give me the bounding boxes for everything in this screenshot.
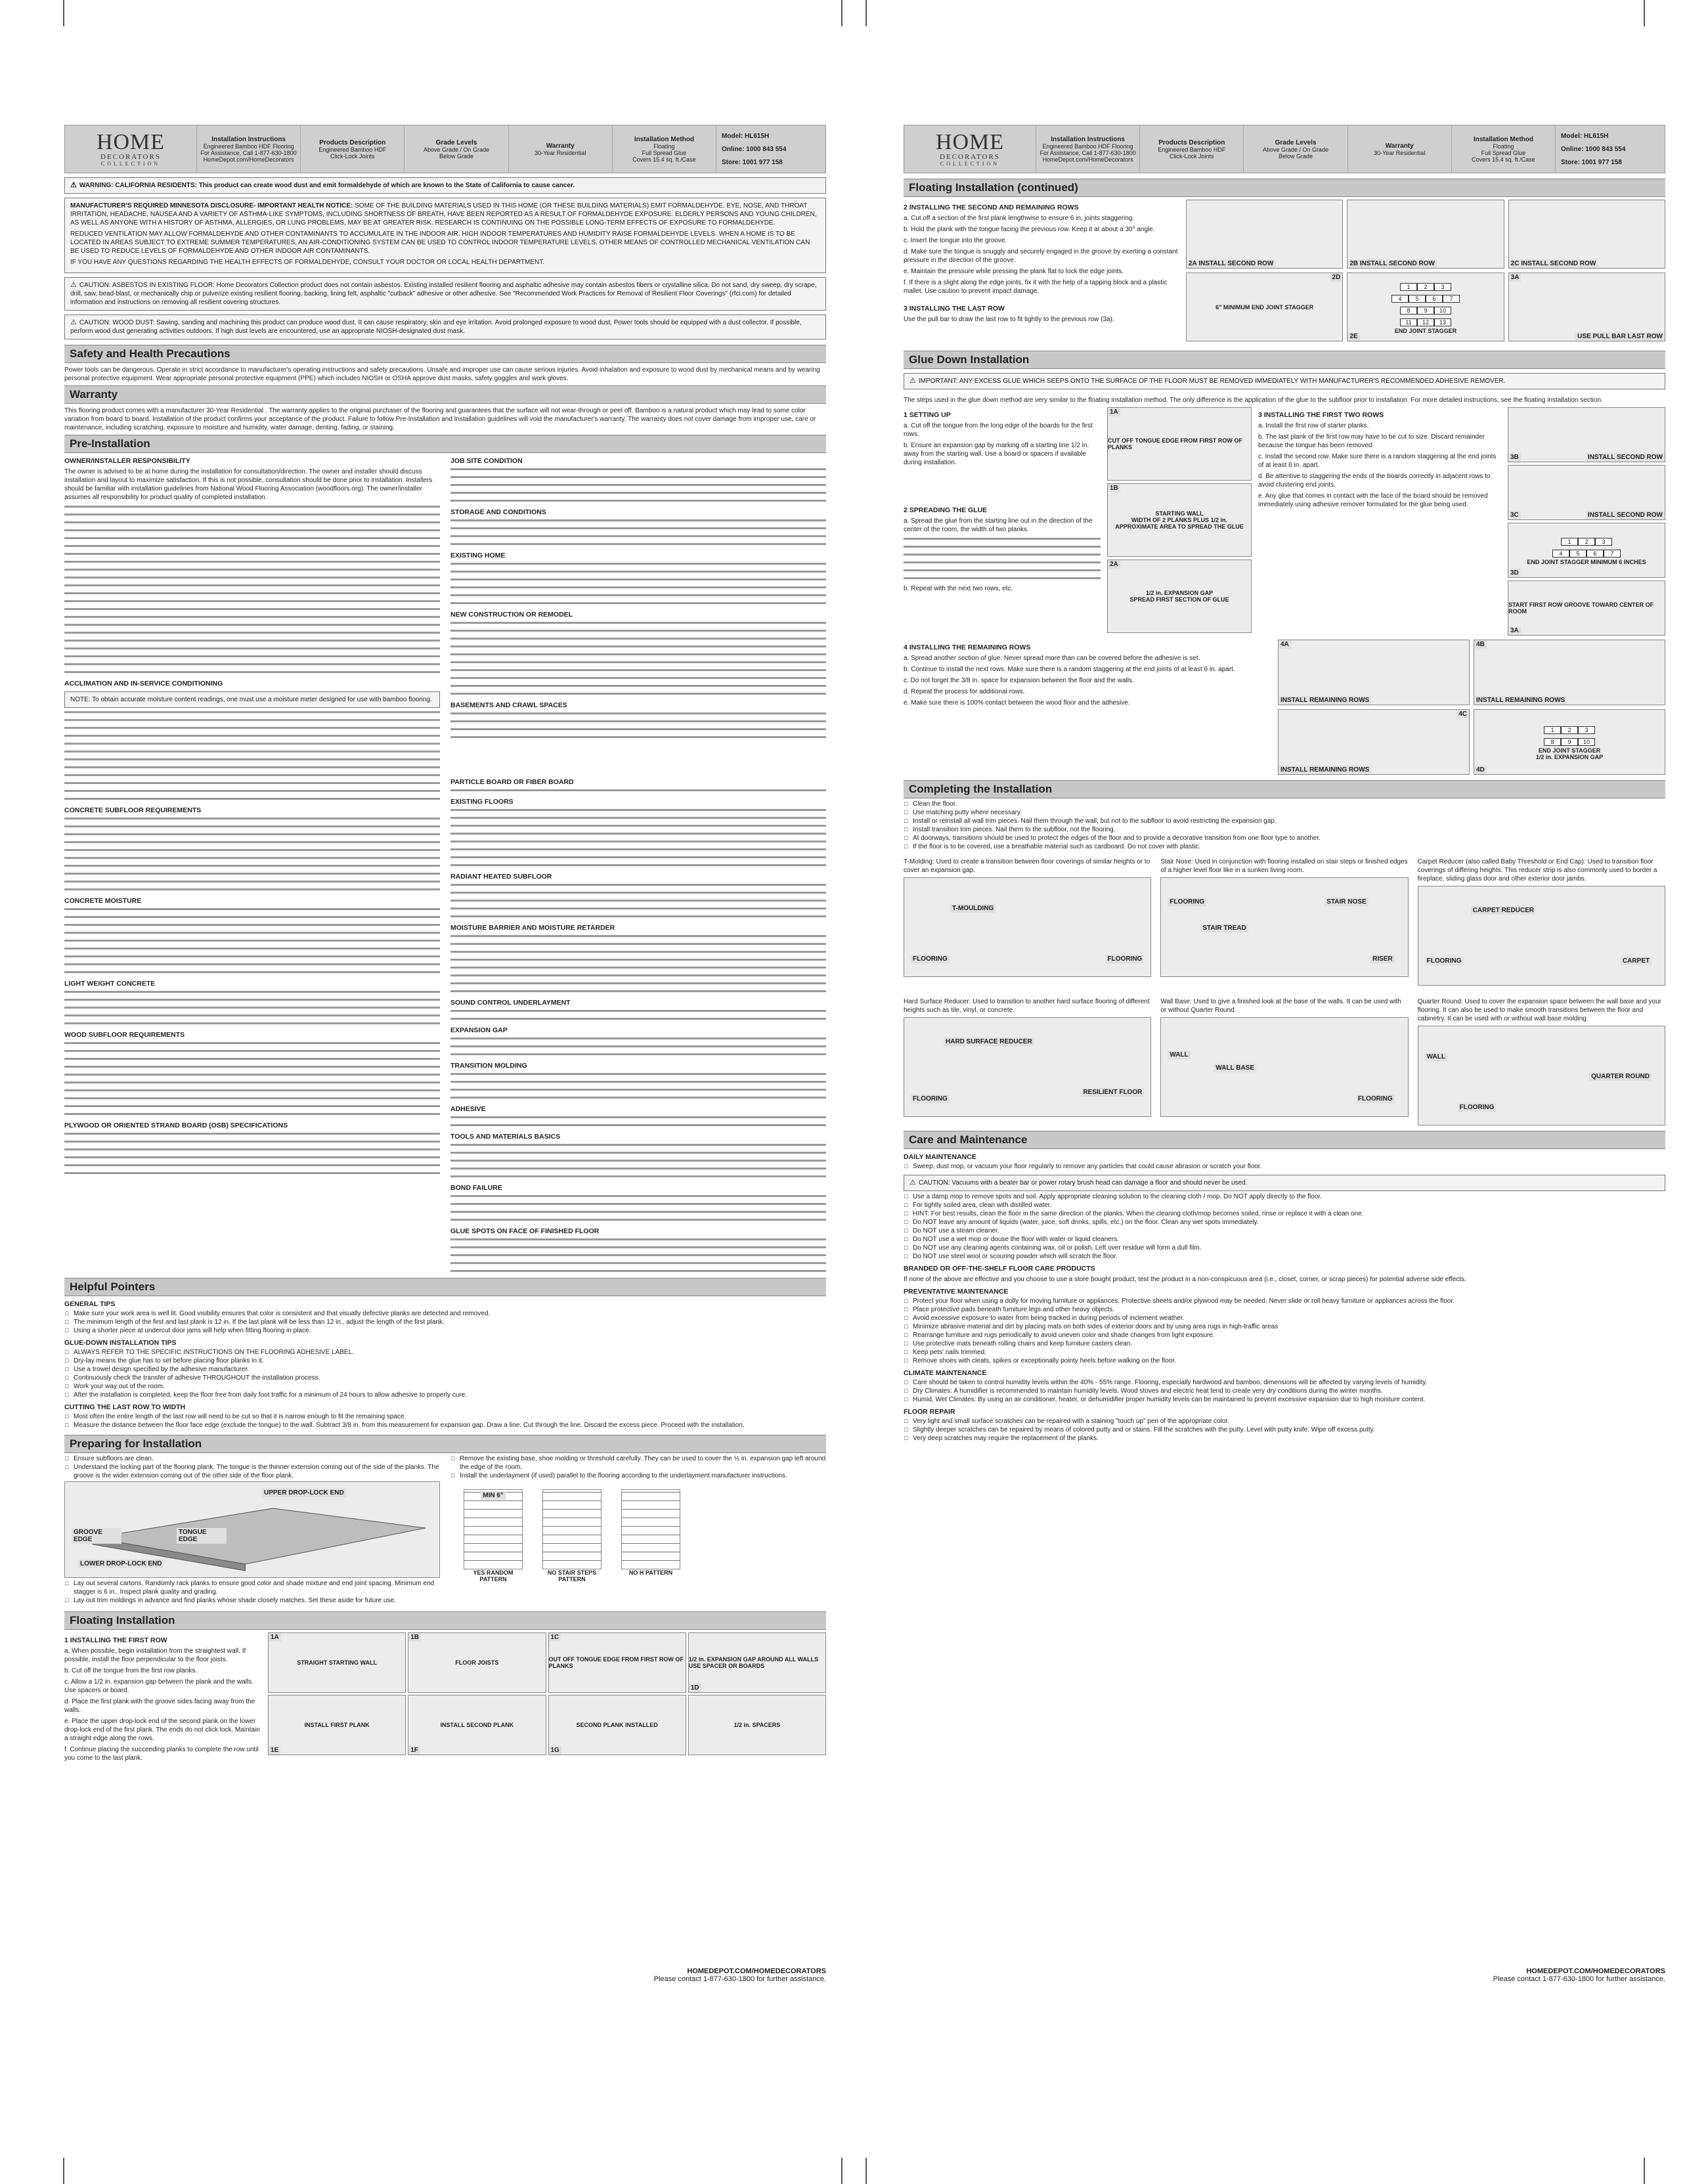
crop-mark [865, 2158, 867, 2184]
crop-mark [63, 2158, 64, 2184]
crop-mark [1644, 2158, 1645, 2184]
figure-1a: 1A STRAIGHT STARTING WALL [268, 1632, 406, 1693]
crop-mark [841, 2158, 843, 2184]
california-warning: ⚠ WARNING: CALIFORNIA RESIDENTS: This product can create wood dust and emit formaldehyde of which are known to the State of California to cause cancer. [64, 177, 826, 194]
header-description: Products Description Engineered Bamboo HDF Click-Lock Joints [300, 125, 404, 173]
section-title: Pre-Installation [64, 435, 826, 453]
carpet-reducer-diagram: CARPET REDUCER FLOORING CARPET [1418, 886, 1665, 986]
section-title: Care and Maintenance [904, 1131, 1665, 1149]
section-title: Preparing for Installation [64, 1435, 826, 1453]
vacuum-caution: ⚠ CAUTION: Vacuums with a beater bar or power rotary brush head can damage a floor and should never be used. [904, 1175, 1665, 1191]
left-page: HOME DECORATORS COLLECTION Installation Instructions Engineered Bamboo HDF Flooring For Assistance, Call 1-877-630-1800 HomeDepot.com/HomeDecorators Products Description Engineered Bamboo HDF Click-Lock Joints Grade Levels Above Grade / On Grade Below Grade Warranty 30-Year Residential Installation Method Floating Full Spread Glue Covers 15.4 sq. ft./Case Model: HL615H Online: 1000 843 554 Store: 1001 977 158 ⚠ WARNING: CALIFORNIA RESIDENTS: This product can create wood dust and emit formaldehyde of which are known to the State of California to cause cancer. MANUFACTURER'S REQUIRED MINNESOTA DISCLOSURE- IMPORTANT HEALTH NOTICE: SOME OF THE BUILDING MATERIALS USED IN THIS HOME (OR THESE BUILDING MATERIALS) EMIT FORMALDEHYDE. EYE, NOSE, AND THROAT IRRITATION, HEADACHE, NAUSEA AND A VARIETY OF ASTHMA-LIKE SYMPTOMS, INCLUDING SHORTNESS OF BREATH, HAVE BEEN REPORTED AS A RESULT OF FORMALDEHYDE EXPOSURE. ELDERLY PERSONS AND YOUNG CHILDREN, AS WELL AS ANYONE WITH A HISTORY OF ASTHMA, ALLERGIES, OR LUNG PROBLEMS, MAY BE AT GREATER RISK. RESEARCH IS CONTINUING ON THE POSSIBLE LONG-TERM EFFECTS OF EXPOSURE TO FORMALDEHYDE. REDUCED VENTILATION MAY ALLOW FORMALDEHYDE AND OTHER CONTAMINANTS TO ACCUMULATE IN THE INDOOR AIR. HIGH INDOOR TEMPERATURES AND HUMIDITY RAISE FORMALDEHYDE LEVELS. WHEN A HOME IS TO BE LOCATED IN AREAS SUBJECT TO EXTREME SUMMER TEMPERATURES, AN AIR-CONDITIONING SYSTEM CAN BE USED TO CONTROL INDOOR TEMPERATURE LEVELS. OTHER MEANS OF CONTROLLED MECHANICAL VENTILATION CAN BE USED TO REDUCE LEVELS OF FORMALDEHYDE AND OTHER INDOOR AIR CONTAMINANTS. IF YOU HAVE ANY QUESTIONS REGARDING THE HEALTH EFFECTS OF FORMALDEHYDE, CONSULT YOUR DOCTOR OR LOCAL HEALTH DEPARTMENT. ⚠ CAUTION: ASBESTOS IN EXISTING FLOOR: Home Decorators Collection product does not contain asbestos. Existing installed resilient flooring and asphaltic adhesive may contain asbestos fibers or crystalline silica. Do not sand, dry sweep, dry scrape, drill, saw, bead-blast, or mechanically chip or pulverize existing resilient flooring, backing, lining felt, asphaltic "cutback" adhesive or other adhesive. See "Recommended Work Practices for Removal of Resilient Floor Coverings" (rfci.com) for detailed information and instructions on removing all resilient covering structures. ⚠ CAUTION: WOOD DUST: Sawing, sanding and machining this product can produce wood dust. It can cause respiratory, skin and eye irritation. Avoid prolonged exposure to wood dust. Power tools should be equipped with a dust collector. If possible, perform wood dust generating activities outdoors. If high dust levels are encountered, use an appropriate NIOSH-designated dust mask. Safety and Health Precautions Power tools can be dangerous. Operate in strict accordance to manufacturer's operating instructions and safety precautions. Unsafe and improper use can cause serious injuries. Avoid inhalation and exposure to wood dust by mechanical means and by wearing personal protective equipment. Wear appropriate personal protective equipment (PPE) which includes NIOSH or OSHA approve dust masks, safety goggles and work gloves. Warranty This flooring product comes with a manufacturer 30-Year Residential . The warranty applies to the original purchaser of the flooring and guarantees that the surface will not wear-through or peel off. Bamboo is a natural product which may lead to some color variation from board to board. Installation of the product confirms your acceptance of the product. Failure to follow Pre-Installation and Installation guidelines will void the manufacturer's warranty. The warranty does not cover damage from improper use, care or maintenance, including scratching, exposure to moisture and humidity, water damage, denting, fading, or staining. Pre-Installation OWNER/INSTALLER RESPONSIBILITY The owner is advised to be at home during the installation for consultation/direction. The owner and installer should discuss installation and layout to maximize satisfaction. If this is not possible, consultation should be done prior to installation. Installers should be familiar with installation guidelines from National Wood Flooring Association (woodfloors.org). The owner/installer assumes all responsibility for product quality of completed installation. ACCLIMATION AND IN-SERVICE CONDITIONING NOTE: To obtain accurate moisture content readings, one must use a moisture meter designed for use with bamboo flooring. CONCRETE SUBFLOOR REQUIREMENTS CONCRETE MOISTURE LIGHT WEIGHT CONCRETE WOOD SUBFLOOR REQUIREMENTS PLYWOOD OR ORIENTED STRAND BOARD (OSB) SPECIFICATIONS JOB SITE CONDITION STORAGE AND CONDITIONS EXISTING HOME NEW CONSTRUCTION OR REMODEL BASEMENTS AND CRAWL SPACES PARTICLE BOARD OR FIBER BOARD EXISTING FLOORS RADIANT HEATED SUBFLOOR MOISTURE BARRIER AND MOISTURE RETARDER SOUND CONTROL UNDERLAYMENT EXPANSION GAP TRANSITION MOLDING ADHESIVE TOOLS AND MATERIALS BASICS BOND FAILURE GLUE SPOTS ON FACE OF FINISHED FLOOR Helpful Pointers GENERAL TIPS □ Make sure your work area is well lit. Good visibility ensures that color is consistent and that visually defective planks are detected and removed. □ The minimum length of the first and last plank is 12 in. If the last plank will be less than 12 in., adjust the length of the first plank. □ Using a shorter piece at undercut door jams will help when fitting flooring in place. GLUE-DOWN INSTALLATION TIPS □ ALWAYS REFER TO THE SPECIFIC INSTRUCTIONS ON THE FLOORING ADHESIVE LABEL. □ Dry-lay means the glue has to set before placing floor planks in it. □ Use a trowel design specified by the adhesive manufacturer. □ Continuously check the transfer of adhesive THROUGHOUT the installation process. □ Work your way out of the room. □ After the installation is completed, keep the floor free from daily foot traffic for a minimum of 24 hours to allow adhesive to properly cure. CUTTING THE LAST ROW TO WIDTH □ Most often the entire length of the last row will need to be cut so that it is narrow enough to fit the remaining space. □ Measure the distance between the floor face edge (exclude the tongue) to the wall. Subtract 3/8 in. from this measurement for expansion gap. Draw a line. Cut through the line. Discard the excess piece. Proceed with the installation. Preparing for Installation □ Ensure subfloors are clean. □ Understand the locking part of the flooring plank. The tongue is the thinner extension coming out of the side of the planks. The groove is the wider extension coming out of the other side of the floor plank. UPPER DROP-LOCK END GROOVE EDGE TONGUE EDGE LOWER DROP-LOCK END □ Lay out several cartons. Randomly rack planks to ensure good color and shade mixture and end joint spacing. Minimum end stagger is 6 in.. Inspect plank quality and grading. □ Lay out trim moldings in advance and find planks whose shade closely matches. Set these aside for future use. □ Remove the existing base, shoe molding or threshold carefully. They can be used to cover the ½ in. expansion gap left around the edge of the room. □ Install the underlayment (if used) parallel to the flooring according to the underlayment manufacturer instructions. MIN 6" YES RANDOM PATTERN NO STAIR STEPS PATTERN NO H PATTERN Floating Installation 1 INSTALLING THE FIRST ROW a. When possible, begin installation from the straightest wall. If possible, install the floor perpendicular to the floor joists. b. Cut off the tongue from the first row planks. c. Allow a 1/2 in. expansion gap between the plank and the walls. Use spacers or board. d. Place the first plank with the groove sides facing away from the walls. e. Place the upper drop-lock end of the second plank on the lower drop-lock end of the first plank. The ends do not click lock. Maintain a straight edge along the rows. f. Continue placing the succeeding planks to complete the row until you come to the last plank. 1A STRAIGHT STARTING WALL 1B FLOOR JOISTS 1C OUT OFF TONGUE EDGE FROM FIRST ROW OF PLANKS 1D 1/2 in. EXPANSION GAP AROUND ALL WALLS USE SPACER OR BOARDS 1E INSTALL FIRST PLANK 1F INSTALL SECOND PLANK 1G SECOND PLANK INSTALLED 1/2 in. SPACERS HOMEDEPOT.COM/HOMEDECORATORS Please contact 1-877-630-1800 for further assistance. [64, 125, 826, 1983]
brand-logo: HOME DECORATORS COLLECTION [935, 129, 1005, 167]
header-model: Model: HL615H Online: 1000 843 554 Store: 1001 977 158 [716, 125, 825, 173]
figure-2d: 2D 6" MINIMUM END JOINT STAGGER [1186, 273, 1343, 341]
figure-1e: 1E INSTALL FIRST PLANK [268, 1695, 406, 1755]
caution-icon: ⚠ [70, 318, 77, 326]
warning-icon: ⚠ [70, 181, 77, 189]
repair-list: □ Very light and small surface scratches can be repaired with a staining "touch up" pen of the appropriate color. □ Slightly deeper scratches can be repaired by means of colored putty and or stains. Fill the scratches with the putty. Level with putty knife. Wipe off excess putty. □ Very deep scratches may require the replacement of the planks. [904, 1417, 1665, 1443]
section-title: Floating Installation [64, 1611, 826, 1630]
stair-nose-diagram: FLOORING STAIR NOSE STAIR TREAD RISER [1160, 877, 1408, 977]
figure-2b: 2B INSTALL SECOND ROW [1347, 200, 1504, 269]
plank-edges-diagram: UPPER DROP-LOCK END GROOVE EDGE TONGUE EDGE LOWER DROP-LOCK END [64, 1481, 440, 1578]
header-bar: HOME DECORATORS COLLECTION Installation Instructions Engineered Bamboo HDF Flooring For Assistance, Call 1-877-630-1800 HomeDepot.com/HomeDecorators Products Description Engineered Bamboo HDF Click-Lock Joints Grade Levels Above Grade / On Grade Below Grade Warranty 30-Year Residential Installation Method Floating Full Spread Glue Covers 15.4 sq. ft./Case Model: HL615H Online: 1000 843 554 Store: 1001 977 158 [904, 125, 1665, 173]
pattern-row [450, 1489, 826, 1583]
prep-list: □ Ensure subfloors are clean. □ Understand the locking part of the flooring plank. The tongue is the thinner extension coming out of the side of the planks. The groove is the wider extension coming out of the other side of the floor plank. [64, 1454, 440, 1480]
section-title: Warranty [64, 385, 826, 404]
section-title: Glue Down Installation [904, 351, 1665, 369]
figure-1c: 1C OUT OFF TONGUE EDGE FROM FIRST ROW OF PLANKS [548, 1632, 686, 1693]
crop-mark [63, 0, 64, 26]
general-tips-list: □ Make sure your work area is well lit. Good visibility ensures that color is consistent and that visually defective planks are detected and removed. □ The minimum length of the first and last plank is 12 in. If the last plank will be less than 12 in., adjust the length of the first plank. □ Using a shorter piece at undercut door jams will help when fitting flooring in place. [64, 1309, 826, 1335]
acclimation-note: NOTE: To obtain accurate moisture content readings, one must use a moisture meter designed for use with bamboo flooring. [64, 691, 440, 708]
figure-1g: 1G SECOND PLANK INSTALLED [548, 1695, 686, 1755]
right-page: HOME DECORATORS COLLECTION Installation Instructions Engineered Bamboo HDF Flooring For Assistance, Call 1-877-630-1800 HomeDepot.com/HomeDecorators Products Description Engineered Bamboo HDF Click-Lock Joints Grade Levels Above Grade / On Grade Below Grade Warranty 30-Year Residential Installation Method Floating Full Spread Glue Covers 15.4 sq. ft./Case Model: HL615H Online: 1000 843 554 Store: 1001 977 158 Floating Installation (continued) 2 INSTALLING THE SECOND AND REMAINING ROWS a. Cut off a section of the first plank lengthwise to ensure 6 in. joints staggering. b. Hold the plank with the tongue facing the previous row. Keep it at about a 30° angle. c. Insert the tongue into the groove. d. Make sure the tongue is snuggly and securely engaged in the groove by exerting a constant pressure in the direction of the groove. e. Maintain the pressure while pressing the plank flat to lock the edge joints. f. If there is a slight along the edge joints, fix it with the help of a tapping block and a plastic mallet. Use caution to prevent impact damage. 3 INSTALLING THE LAST ROW Use the pull bar to draw the last row to fit tightly to the previous row (3a). 2A INSTALL SECOND ROW 2B INSTALL SECOND ROW 2C INSTALL SECOND ROW 2D 6" MINIMUM END JOINT STAGGER 2E 1 2 3 4 5 6 7 8 9 10 11 12 13 END JOINT STAGGER 3A USE PULL BAR LAST ROW Glue Down Installation ⚠ IMPORTANT: ANY EXCESS GLUE WHICH SEEPS ONTO THE SURFACE OF THE FLOOR MUST BE REMOVED IMMEDIATELY WITH MANUFACTURER'S RECOMMENDED ADHESIVE REMOVER. The steps used in the glue down method are very similar to the floating installation method. The only difference is the application of the glue to the subfloor prior to installation. For more detailed instructions, see the floating installation section. 1 SETTING UP a. Cut off the tongue from the long edge of the boards for the first rows. b. Ensure an expansion gap by marking off a starting line 1/2 in. away from the starting wall. Use a board or spacers if available during installation. 2 SPREADING THE GLUE a. Spread the glue from the starting line out in the direction of the center of the room, the width of two planks. b. Repeat with the next two rows, etc. 1A CUT OFF TONGUE EDGE FROM FIRST ROW OF PLANKS 1B STARTING WALL WIDTH OF 2 PLANKS PLUS 1/2 in. APPROXIMATE AREA TO SPREAD THE GLUE 2A 1/2 in. EXPANSION GAP SPREAD FIRST SECTION OF GLUE 3 INSTALLING THE FIRST TWO ROWS a. Install the first row of starter planks. b. The last plank of the first row may have to be cut to size. Discard remainder because the tongue has been removed. c. Install the second row. Make sure there is a random staggering at the end joints of at least 6 in. apart. d. Be attentive to staggering the ends of the boards correctly in adjacent rows to avoid clustering end joints. e. Any glue that comes in contact with the face of the board should be removed immediately using adhesive remover formulated for the glue being used. 3B INSTALL SECOND ROW 3C INSTALL SECOND ROW 3D 1 2 3 4 5 6 7 END JOINT STAGGER MINIMUM 6 INCHES 3A START FIRST ROW GROOVE TOWARD CENTER OF ROOM 4 INSTALLING THE REMAINING ROWS a. Spread another section of glue. Never spread more than can be covered before the adhesive is set. b. Continue to install the next rows. Make sure there is a random staggering at the end joints of at least 6 in. apart. c. Do not forget the 3/8 in. space for expansion between the floor and the walls. d. Repeat the process for additional rows. e. Make sure there is 100% contact between the wood floor and the adhesive. 4A INSTALL REMAINING ROWS 4B INSTALL REMAINING ROWS 4C INSTALL REMAINING ROWS 4D 1 2 3 8 9 10 END JOINT STAGGER 1/2 in. EXPANSION GAP Completing the Installation □ Clean the floor. □ Use matching putty where necessary. □ Install or reinstall all wall trim pieces. Nail them through the wall, but not to the subfloor to avoid restricting the expansion gap. □ Install transition trim pieces. Nail them to the subfloor, not the flooring. □ At doorways, transitions should be used to protect the edges of the floor and to provide a decorative transition from one floor type to another. □ If the floor is to be covered, use a breathable material such as cardboard. Do not cover with plastic. T-Molding: Used to create a transition between floor coverings of similar heights or to cover an expansion gap. T-MOULDING FLOORING FLOORING Stair Nose: Used in conjunction with flooring installed on stair steps or finished edges of a higher level floor like in a sunken living room. FLOORING STAIR NOSE STAIR TREAD RISER Carpet Reducer (also called Baby Threshold or End Cap): Used to transition floor coverings of differing heights. This reducer strip is also commonly used to border a fireplace, sliding glass door and other exterior door jambs. CARPET REDUCER FLOORING CARPET Hard Surface Reducer: Used to transition to another hard surface flooring of different heights such as tile, vinyl, or concrete. HARD SURFACE REDUCER FLOORING RESILIENT FLOOR Wall Base: Used to give a finished look at the base of the walls. It can be used with or without Quarter Round. WALL WALL BASE FLOORING Quarter Round: Used to cover the expansion space between the wall base and your flooring. It can also be used to make smooth transitions between the floor and cabinetry. It can be used with or without wall base molding. WALL QUARTER ROUND FLOORING Care and Maintenance DAILY MAINTENANCE □ Sweep, dust mop, or vacuum your floor regularly to remove any particles that could cause abrasion or scratch your floor. ⚠ CAUTION: Vacuums with a beater bar or power rotary brush head can damage a floor and should never be used. □ Use a damp mop to remove spots and soil. Apply appropriate cleaning solution to the cleaning cloth / mop. Do NOT apply directly to the floor. □ For tightly soiled area, clean with distilled water. □ HINT: For best results, clean the floor in the same direction of the planks. When the cleaning cloth/mop becomes soiled, rinse or replace it with a clean one. □ Do NOT leave any amount of liquids (water, juice, soft drinks, spills, etc.) on the floor. Clean any wet spots immediately. □ Do NOT use a steam cleaner. □ Do NOT use a wet mop or douse the floor with water or liquid cleaners. □ Do NOT use any cleaning agents containing wax, oil or polish. Left over residue will form a dull film. □ Do NOT use steel wool or scouring powder which will scratch the floor. BRANDED OR OFF-THE-SHELF FLOOR CARE PRODUCTS If none of the above are effective and you choose to use a store bought product, test the product in a non-conspicuous area (i.e., closet, corner, or scrap pieces) for potential adverse side effects. PREVENTATIVE MAINTENANCE □ Protect your floor when using a dolly for moving furniture or appliances. Protective sheets and/or plywood may be needed. Never slide or roll heavy furniture or appliances across the floor. □ Place protective pads beneath furniture legs and other heavy objects. □ Avoid excessive exposure to water from being tracked in during periods of inclement weather. □ Minimize abrasive material and dirt by placing mats on both sides of exterior doors and by using area rugs in high-traffic areas □ Rearrange furniture and rugs periodically to avoid uneven color and shade changes from light exposure. □ Use protective mats beneath rolling chairs and keep furniture casters clean. □ Keep pets' nails trimmed. □ Remove shoes with cleats, spikes or exceptionally pointy heels before walking on the floor. CLIMATE MAINTENANCE □ Care should be taken to control humidity levels within the 40% - 55% range. Flooring, especially hardwood and bamboo, dimensions will be affected by varying levels of humidity. □ Dry Climates: A humidifier is recommended to maintain humidity levels. Wood stoves and electric heat tend to create very dry conditions during the winter months. □ Humid, Wet Climates: By using an air conditioner, heater, or dehumidifier proper humidity levels can be maintained to prevent excessive expansion due to high moisture content. FLOOR REPAIR □ Very light and small surface scratches can be repaired with a staining "touch up" pen of the appropriate color. □ Slightly deeper scratches can be repaired by means of colored putty and or stains. Fill the scratches with the putty. Level with putty knife. Wipe off excess putty. □ Very deep scratches may require the replacement of the planks. HOMEDEPOT.COM/HOMEDECORATORS Please contact 1-877-630-1800 for further assistance. [904, 125, 1665, 1983]
wood-dust-caution: ⚠ CAUTION: WOOD DUST: Sawing, sanding and machining this product can produce wood dust. It can cause respiratory, skin and eye irritation. Avoid prolonged exposure to wood dust. Power tools should be equipped with a dust collector. If possible, perform wood dust generating activities outdoors. If high dust levels are encountered, use an appropriate NIOSH-designated dust mask. [64, 315, 826, 339]
preventative-list: □ Protect your floor when using a dolly for moving furniture or appliances. Protective sheets and/or plywood may be needed. Never slide or roll heavy furniture or appliances across the floor. □ Place protective pads beneath furniture legs and other heavy objects. □ Avoid excessive exposure to water from being tracked in during periods of inclement weather. □ Minimize abrasive material and dirt by placing mats on both sides of exterior doors and by using area rugs in high-traffic areas □ Rearrange furniture and rugs periodically to avoid uneven color and shade changes from light exposure. □ Use protective mats beneath rolling chairs and keep furniture casters clean. □ Keep pets' nails trimmed. □ Remove shoes with cleats, spikes or exceptionally pointy heels before walking on the floor. [904, 1297, 1665, 1365]
crop-mark [865, 0, 867, 26]
section-title: Completing the Installation [904, 780, 1665, 798]
figure-1f: 1F INSTALL SECOND PLANK [408, 1695, 546, 1755]
figure-2e: 2E 1 2 3 4 5 6 7 8 9 10 11 12 13 END JOINT STAGGER [1347, 273, 1504, 341]
molding-grid: T-Molding: Used to create a transition between floor coverings of similar heights or to cover an expansion gap. T-MOULDING FLOORING FLOORING Stair Nose: Used in conjunction with flooring installed on stair steps or finished edges of a higher level floor like in a sunken living room. FLOORING STAIR NOSE STAIR TREAD RISER Carpet Reducer (also called Baby Threshold or End Cap): Used to transition floor coverings of differing heights. This reducer strip is also commonly used to border a fireplace, sliding glass door and other exterior door jambs. CARPET REDUCER FLOORING CARPET Hard Surface Reducer: Used to transition to another hard surface flooring of different heights such as tile, vinyl, or concrete. HARD SURFACE REDUCER FLOORING RESILIENT FLOOR Wall Base: Used to give a finished look at the base of the walls. It can be used with or without Quarter Round. WALL WALL BASE FLOORING Quarter Round: Used to cover the expansion space between the wall base and your flooring. It can also be used to make smooth transitions between the floor and cabinetry. It can be used with or without wall base molding. WALL QUARTER ROUND FLOORING [904, 855, 1665, 1125]
glue-figures: 1A CUT OFF TONGUE EDGE FROM FIRST ROW OF PLANKS 1B STARTING WALL WIDTH OF 2 PLANKS PLUS 1/2 in. APPROXIMATE AREA TO SPREAD THE GLUE 2A 1/2 in. EXPANSION GAP SPREAD FIRST SECTION OF GLUE [1107, 407, 1252, 636]
completing-list: □ Clean the floor. □ Use matching putty where necessary. □ Install or reinstall all wall trim pieces. Nail them through the wall, but not to the subfloor to avoid restricting the expansion gap. □ Install transition trim pieces. Nail them to the subfloor, not the flooring. □ At doorways, transitions should be used to protect the edges of the floor and to provide a decorative transition from one floor type to another. □ If the floor is to be covered, use a breathable material such as cardboard. Do not cover with plastic. [904, 800, 1665, 851]
pre-installation-columns: OWNER/INSTALLER RESPONSIBILITY The owner is advised to be at home during the installation for consultation/direction. The owner and installer should discuss installation and layout to maximize satisfaction. If this is not possible, consultation should be done prior to installation. Installers should be familiar with installation guidelines from National Wood Flooring Association (woodfloors.org). The owner/installer assumes all responsibility for product quality of completed installation. ACCLIMATION AND IN-SERVICE CONDITIONING NOTE: To obtain accurate moisture content readings, one must use a moisture meter designed for use with bamboo flooring. CONCRETE SUBFLOOR REQUIREMENTS CONCRETE MOISTURE LIGHT WEIGHT CONCRETE WOOD SUBFLOOR REQUIREMENTS PLYWOOD OR ORIENTED STRAND BOARD (OSB) SPECIFICATIONS JOB SITE CONDITION STORAGE AND CONDITIONS EXISTING HOME NEW CONSTRUCTION OR REMODEL BASEMENTS AND CRAWL SPACES PARTICLE BOARD OR FIBER BOARD EXISTING FLOORS RADIANT HEATED SUBFLOOR MOISTURE BARRIER AND MOISTURE RETARDER SOUND CONTROL UNDERLAYMENT EXPANSION GAP TRANSITION MOLDING ADHESIVE TOOLS AND MATERIALS BASICS BOND FAILURE GLUE SPOTS ON FACE OF FINISHED FLOOR [64, 453, 826, 1277]
pattern-stair: NO STAIR STEPS PATTERN [542, 1489, 602, 1583]
asbestos-caution: ⚠ CAUTION: ASBESTOS IN EXISTING FLOOR: Home Decorators Collection product does not contain asbestos. Existing installed resilient flooring and asphaltic adhesive may contain asbestos fibers or crystalline silica. Do not sand, dry sweep, dry scrape, drill, saw, bead-blast, or mechanically chip or pulverize existing resilient flooring, backing, lining felt, asphaltic "cutback" adhesive or other adhesive. See "Recommended Work Practices for Removal of Resilient Floor Coverings" (rfci.com) for detailed information and instructions on removing all resilient covering structures. [64, 277, 826, 311]
header-bar [64, 125, 826, 173]
prep-list-3: □ Lay out several cartons. Randomly rack planks to ensure good color and shade mixture and end joint spacing. Minimum end stagger is 6 in.. Inspect plank quality and grading. □ Lay out trim moldings in advance and find planks whose shade closely matches. Set these aside for future use. [64, 1579, 440, 1605]
hard-surface-diagram: HARD SURFACE REDUCER FLOORING RESILIENT FLOOR [904, 1017, 1151, 1117]
remaining-figures: 4A INSTALL REMAINING ROWS 4B INSTALL REMAINING ROWS 4C INSTALL REMAINING ROWS 4D 1 2 3 8 9 10 END JOINT STAGGER 1/2 in. EXPANSION GAP [1278, 640, 1665, 775]
quarter-round-diagram: WALL QUARTER ROUND FLOORING [1418, 1026, 1665, 1125]
figure-spacers: 1/2 in. SPACERS [688, 1695, 826, 1755]
header-grade: Grade Levels Above Grade / On Grade Below Grade [404, 125, 508, 173]
header-warranty: Warranty 30-Year Residential [508, 125, 612, 173]
crop-mark [841, 0, 843, 26]
second-row-figures [1186, 200, 1665, 341]
glue-important-note: ⚠ IMPORTANT: ANY EXCESS GLUE WHICH SEEPS ONTO THE SURFACE OF THE FLOOR MUST BE REMOVED IMMEDIATELY WITH MANUFACTURER'S RECOMMENDED ADHESIVE REMOVER. [904, 373, 1665, 389]
minnesota-disclosure: MANUFACTURER'S REQUIRED MINNESOTA DISCLOSURE- IMPORTANT HEALTH NOTICE: SOME OF THE BUILDING MATERIALS USED IN THIS HOME (OR THESE BUILDING MATERIALS) EMIT FORMALDEHYDE. EYE, NOSE, AND THROAT IRRITATION, HEADACHE, NAUSEA AND A VARIETY OF ASTHMA-LIKE SYMPTOMS, INCLUDING SHORTNESS OF BREATH, HAVE BEEN REPORTED AS A RESULT OF FORMALDEHYDE EXPOSURE. ELDERLY PERSONS AND YOUNG CHILDREN, AS WELL AS ANYONE WITH A HISTORY OF ASTHMA, ALLERGIES, OR LUNG PROBLEMS, MAY BE AT GREATER RISK. RESEARCH IS CONTINUING ON THE POSSIBLE LONG-TERM EFFECTS OF EXPOSURE TO FORMALDEHYDE. REDUCED VENTILATION MAY ALLOW FORMALDEHYDE AND OTHER CONTAMINANTS TO ACCUMULATE IN THE INDOOR AIR. HIGH INDOOR TEMPERATURES AND HUMIDITY RAISE FORMALDEHYDE LEVELS. WHEN A HOME IS TO BE LOCATED IN AREAS SUBJECT TO EXTREME SUMMER TEMPERATURES, AN AIR-CONDITIONING SYSTEM CAN BE USED TO CONTROL INDOOR TEMPERATURE LEVELS. OTHER MEANS OF CONTROLLED MECHANICAL VENTILATION CAN BE USED TO REDUCE LEVELS OF FORMALDEHYDE AND OTHER INDOOR AIR CONTAMINANTS. IF YOU HAVE ANY QUESTIONS REGARDING THE HEALTH EFFECTS OF FORMALDEHYDE, CONSULT YOUR DOCTOR OR LOCAL HEALTH DEPARTMENT. [64, 198, 826, 273]
pattern-h: NO H PATTERN [621, 1489, 680, 1583]
header-method: Installation Method Floating Full Spread Glue Covers 15.4 sq. ft./Case [612, 125, 716, 173]
figure-3a: 3A USE PULL BAR LAST ROW [1508, 273, 1665, 341]
footer: HOMEDEPOT.COM/HOMEDECORATORS Please contact 1-877-630-1800 for further assistance. [653, 1967, 826, 1983]
wall-base-diagram: WALL WALL BASE FLOORING [1160, 1017, 1408, 1117]
glue-tips-list: □ ALWAYS REFER TO THE SPECIFIC INSTRUCTIONS ON THE FLOORING ADHESIVE LABEL. □ Dry-lay means the glue has to set before placing floor planks in it. □ Use a trowel design specified by the adhesive manufacturer. □ Continuously check the transfer of adhesive THROUGHOUT the installation process. □ Work your way out of the room. □ After the installation is completed, keep the floor free from daily foot traffic for a minimum of 24 hours to allow adhesive to properly cure. [64, 1348, 826, 1399]
pattern-random: MIN 6" YES RANDOM PATTERN [464, 1489, 523, 1583]
figure-2a: 2A INSTALL SECOND ROW [1186, 200, 1343, 269]
t-moulding-diagram: T-MOULDING FLOORING FLOORING [904, 877, 1151, 977]
cutting-tips-list: □ Most often the entire length of the last row will need to be cut so that it is narrow enough to fit the remaining space. □ Measure the distance between the floor face edge (exclude the tongue) to the wall. Subtract 3/8 in. from this measurement for expansion gap. Draw a line. Cut through the line. Discard the excess piece. Proceed with the installation. [64, 1412, 826, 1430]
crop-mark [1644, 0, 1645, 26]
figure-1b: 1B FLOOR JOISTS [408, 1632, 546, 1693]
daily-list: □ Use a damp mop to remove spots and soil. Apply appropriate cleaning solution to the cleaning cloth / mop. Do NOT apply directly to the floor. □ For tightly soiled area, clean with distilled water. □ HINT: For best results, clean the floor in the same direction of the planks. When the cleaning cloth/mop becomes soiled, rinse or replace it with a clean one. □ Do NOT leave any amount of liquids (water, juice, soft drinks, spills, etc.) on the floor. Clean any wet spots immediately. □ Do NOT use a steam cleaner. □ Do NOT use a wet mop or douse the floor with water or liquid cleaners. □ Do NOT use any cleaning agents containing wax, oil or polish. Left over residue will form a dull film. □ Do NOT use steel wool or scouring powder which will scratch the floor. [904, 1192, 1665, 1261]
prep-list-2: □ Remove the existing base, shoe molding or threshold carefully. They can be used to cover the ½ in. expansion gap left around the edge of the room. □ Install the underlayment (if used) parallel to the flooring according to the underlayment manufacturer instructions. [450, 1454, 826, 1480]
section-title: Helpful Pointers [64, 1278, 826, 1296]
brand-logo: HOME DECORATORS COLLECTION [96, 129, 165, 167]
section-title: Floating Installation (continued) [904, 179, 1665, 197]
warning-icon: ⚠ [909, 377, 916, 385]
header-instructions: Installation Instructions Engineered Bamboo HDF Flooring For Assistance, Call 1-877-630-1800 HomeDepot.com/HomeDecorators [196, 125, 300, 173]
figure-1d: 1D 1/2 in. EXPANSION GAP AROUND ALL WALLS USE SPACER OR BOARDS [688, 1632, 826, 1693]
section-title: Safety and Health Precautions [64, 345, 826, 363]
footer: HOMEDEPOT.COM/HOMEDECORATORS Please contact 1-877-630-1800 for further assistance. [1493, 1967, 1665, 1983]
caution-icon: ⚠ [909, 1179, 916, 1187]
caution-icon: ⚠ [70, 281, 77, 289]
first-row-figures [268, 1632, 826, 1765]
figure-2c: 2C INSTALL SECOND ROW [1508, 200, 1665, 269]
climate-list: □ Care should be taken to control humidity levels within the 40% - 55% range. Flooring, especially hardwood and bamboo, dimensions will be affected by varying levels of humidity. □ Dry Climates: A humidifier is recommended to maintain humidity levels. Wood stoves and electric heat tend to create very dry conditions during the winter months. □ Humid, Wet Climates: By using an air conditioner, heater, or dehumidifier proper humidity levels can be maintained to prevent excessive expansion due to high moisture content. [904, 1378, 1665, 1404]
